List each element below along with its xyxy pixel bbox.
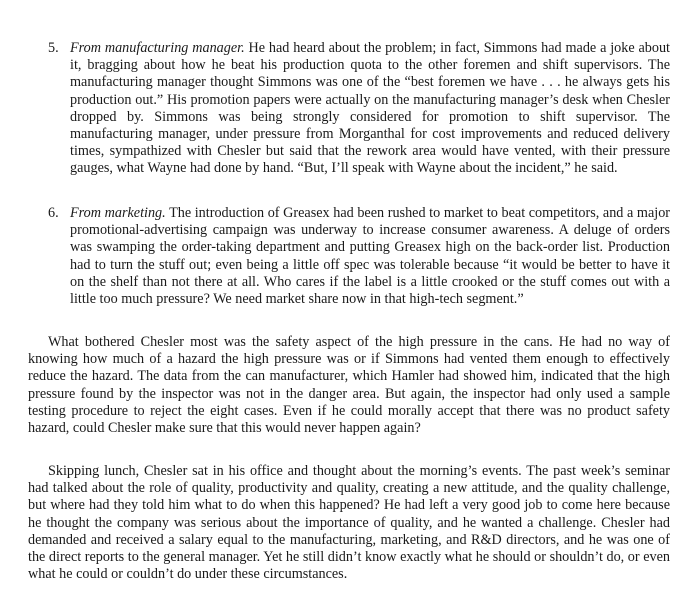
numbered-item-6 (48, 205, 671, 308)
numbered-item-5 (48, 40, 670, 178)
paragraph-safety-concern: What bothered Chesler most was the safety aspect of the high pressure in the cans. He had no way of knowing how much of a hazard the high pressure was or if Simmons had vented them enough to effectively reduce the hazard. The data from the can manufacturer, which Hamler had showed him, indicated that the high pressure found by the inspector was not in the danger area. But again, the inspector had only used a sample testing procedure to reject the eight cases. Even if he could morally accept that there was no product safety hazard, could Chesler make sure that this would never happen again? (28, 334, 670, 437)
item-lead: From marketing. (70, 205, 166, 221)
item-lead: From manufacturing manager. (70, 40, 245, 56)
item-text: The introduction of Greasex had been rushed to market to beat competitors, and a major promotional-advertising campaign was underway to increase consumer awareness. A deluge of orders was swamping the order-taking department and putting Greasex high on the back-order list. Production had to turn the stuff out; even being a little off spec was tolerable because “it would be better to have it on the shelf than not there at all. Who cares if the label is a little crooked or the stuff comes out with a little too much pressure? We need market share now in that high-tech segment.” (70, 205, 671, 308)
item-number: 5. (48, 40, 59, 56)
item-number: 6. (48, 205, 59, 221)
paragraph-skipping-lunch: Skipping lunch, Chesler sat in his office and thought about the morning’s events. The past week’s seminar had talked about the role of quality, productivity and quality, creating a new attitude, and the quality challenge, but where had they told him what to do when this happened? He had left a very good job to come here because he thought the company was serious about the importance of quality, and he wanted a challenge. Chesler had demanded and received a salary equal to the manufacturing, marketing, and R&D directors, and he was one of the direct reports to the general manager. Yet he still didn’t know exactly what he should or shouldn’t do, or even what he could or couldn’t do under these circumstances. (28, 463, 670, 583)
item-text: He had heard about the problem; in fact, Simmons had made a joke about it, bragging about how he beat his production quota to the other foremen and shift supervisors. The manufacturing manager thought Simmons was one of the “best foremen we have . . . he always gets his production out.” His promotion papers were actually on the manufacturing manager’s desk when Chesler dropped by. Simmons was being strongly considered for promotion to shift supervisor. The manufacturing manager, under pressure from Morganthal for cost improvements and reduced delivery times, sympathized with Chesler but said that the rework area would have vented, with their pressure gauges, what Wayne had done by hand. “But, I’ll speak with Wayne about the incident,” he said. (70, 40, 670, 177)
